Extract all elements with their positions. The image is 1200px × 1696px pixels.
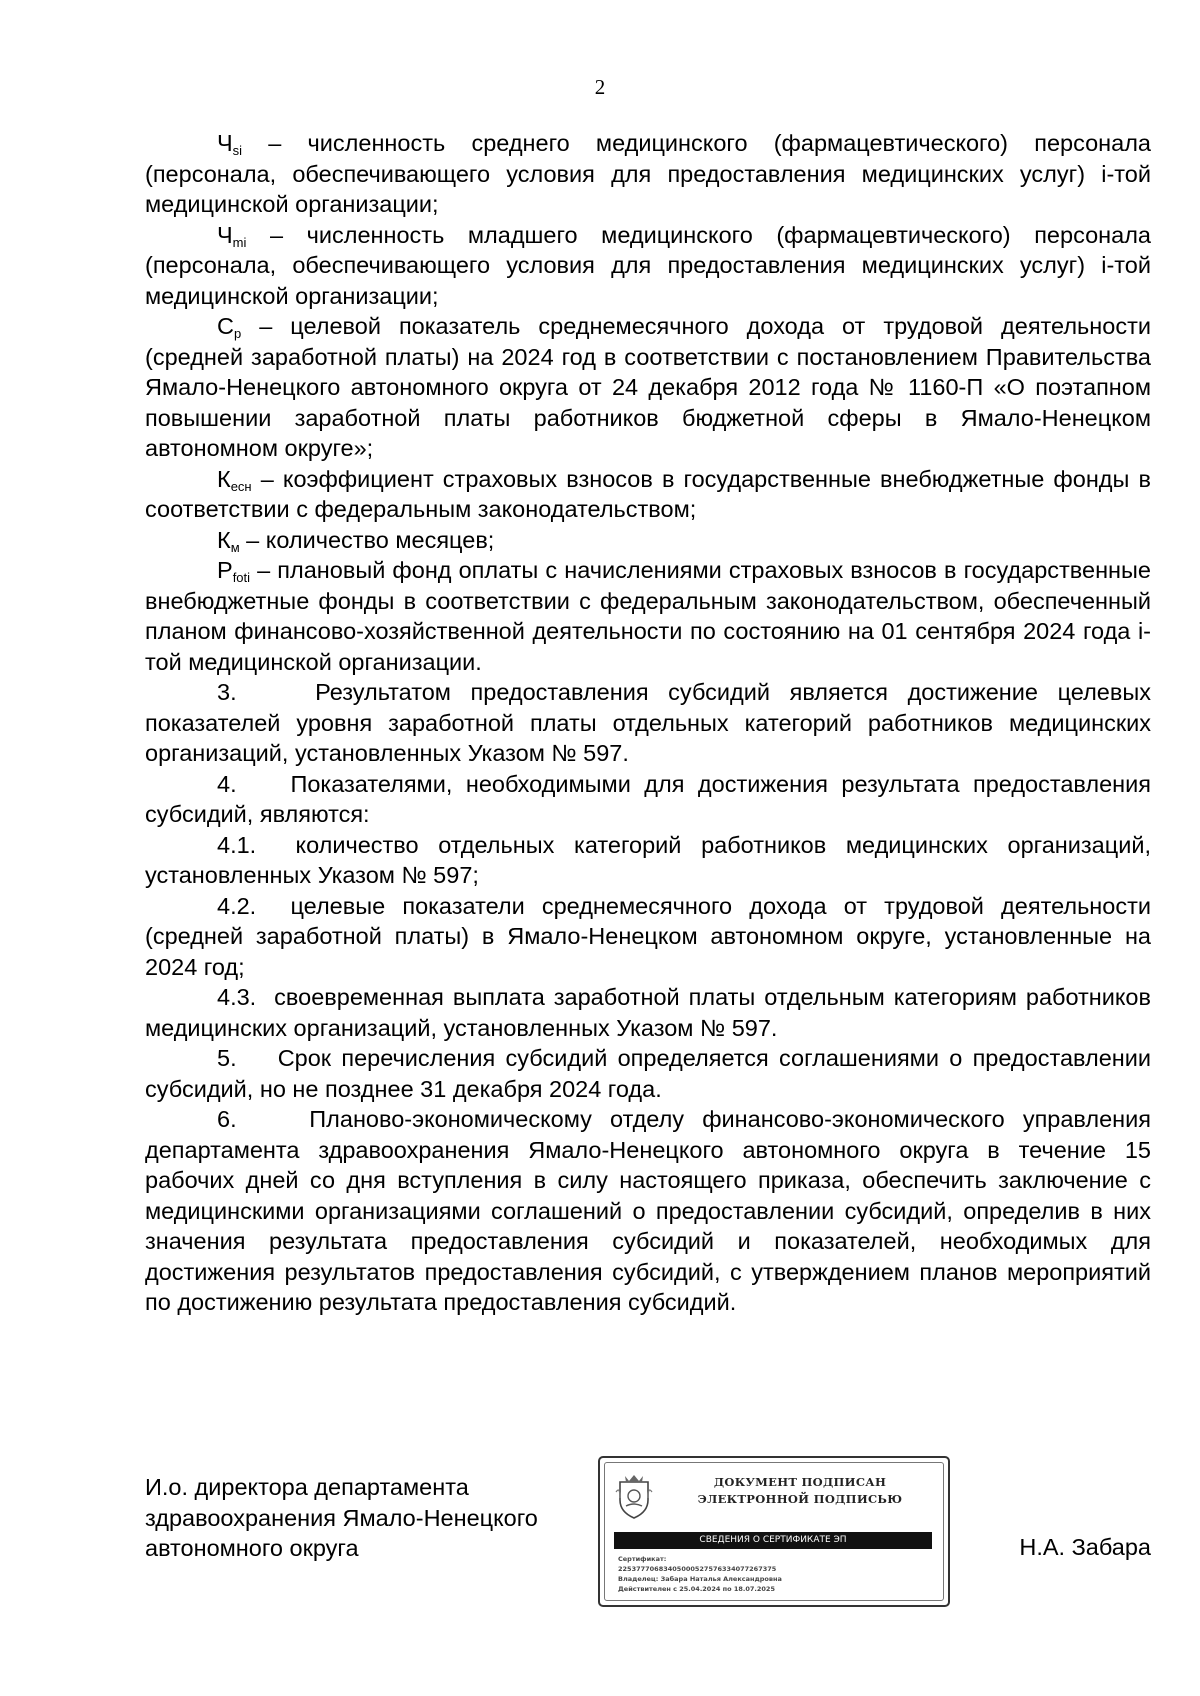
paragraph bbox=[145, 220, 1151, 312]
paragraph bbox=[145, 1104, 1151, 1318]
paragraph-text: 5. Срок перечисления субсидий определяется соглашениями о предоставлении субсидий, но не позднее 31 декабря 2024 года. bbox=[145, 1045, 1151, 1102]
paragraph-text: – коэффициент страховых взносов в государственные внебюджетные фонды в соответствии с федеральным законодательством; bbox=[145, 465, 1151, 522]
stamp-title-line: ДОКУМЕНТ ПОДПИСАН bbox=[713, 1475, 887, 1489]
signatory-position-line: И.о. директора департамента bbox=[145, 1474, 469, 1500]
paragraph bbox=[145, 525, 1151, 556]
paragraph-text: 4.1. количество отдельных категорий работников медицинских организаций, установленных Указом № 597; bbox=[145, 831, 1151, 888]
page-number: 2 bbox=[594, 75, 606, 99]
paragraph bbox=[145, 128, 1151, 220]
paragraph bbox=[145, 982, 1151, 1043]
document-body bbox=[145, 128, 1151, 1318]
stamp-cert-number: 22537770683405000527576334077267375 bbox=[618, 1565, 777, 1573]
signatory-name: Н.А. Забара bbox=[1019, 1534, 1151, 1560]
paragraph bbox=[145, 1043, 1151, 1104]
paragraph-text: Ч bbox=[217, 221, 233, 248]
signatory-position bbox=[145, 1472, 615, 1564]
subscript: mi bbox=[232, 234, 247, 250]
paragraph bbox=[145, 677, 1151, 769]
paragraph-text: 3. Результатом предоставления субсидий является достижение целевых показателей уровня заработной платы отдельных категорий работников медицинских организаций, установленных Указом № 597. bbox=[145, 679, 1151, 766]
signatory-position-line: здравоохранения Ямало-Ненецкого bbox=[145, 1504, 538, 1531]
stamp-title-line: ЭЛЕКТРОННОЙ ПОДПИСЬЮ bbox=[697, 1492, 903, 1506]
paragraph bbox=[145, 555, 1151, 677]
paragraph-text: Ч bbox=[217, 130, 233, 156]
stamp-cert-label: Сертификат: bbox=[618, 1555, 667, 1563]
subscript: si bbox=[232, 143, 243, 158]
paragraph-text: С bbox=[217, 313, 234, 339]
paragraph bbox=[145, 891, 1151, 983]
paragraph-text: – целевой показатель среднемесячного дохода от трудовой деятельности (средней заработной платы) на 2024 год в соответствии с постановлением Правительства Ямало-Ненецкого автономного округа от 24 декабря 2012 года № 1160-П «О поэтапном повышении заработной платы работников бюджетной сферы в Ямало-Ненецком автономном округе»; bbox=[145, 313, 1151, 461]
paragraph-text: – плановый фонд оплаты с начислениями страховых взносов в государственные внебюджетные фонды в соответствии с федеральным законодательством, обеспеченный планом финансово-хозяйственной деятельности по состоянию на 01 сентября 2024 года i-той медицинской организации. bbox=[145, 557, 1151, 675]
paragraph-text: К bbox=[217, 465, 231, 492]
paragraph-text: 6. Планово-экономическому отделу финансово-экономического управления департамента здравоохранения Ямало-Ненецкого автономного округа в течение 15 рабочих дней со дня вступления в силу настоящего приказа, обеспечить заключение с медицинскими организациями соглашений о предоставлении субсидий, определив в них значения результата предоставления субсидий и показателей, необходимых для достижения результатов предоставления субсидий, с утверждением планов мероприятий по достижению результата предоставления субсидий. bbox=[145, 1106, 1151, 1315]
stamp-validity: Действителен с 25.04.2024 по 18.07.2025 bbox=[618, 1585, 775, 1593]
electronic-signature-stamp bbox=[598, 1456, 950, 1607]
paragraph bbox=[145, 464, 1151, 525]
paragraph-text: – численность младшего медицинского (фармацевтического) персонала (персонала, обеспечивающего условия для предоставления медицинских услуг) i-той медицинской организации; bbox=[145, 221, 1151, 309]
paragraph-text: 4.3. своевременная выплата заработной платы отдельным категориям работников медицинских организаций, установленных Указом № 597. bbox=[145, 984, 1151, 1041]
paragraph-text: – количество месяцев; bbox=[239, 526, 495, 553]
coat-of-arms-icon bbox=[614, 1472, 654, 1520]
signatory-position-line: автономного округа bbox=[145, 1535, 359, 1561]
subscript: foti bbox=[232, 570, 251, 585]
paragraph bbox=[145, 311, 1151, 464]
paragraph-text: – численность среднего медицинского (фармацевтического) персонала (персонала, обеспечивающего условия для предоставления медицинских услуг) i-той медицинской организации; bbox=[145, 130, 1151, 217]
paragraph-text: 4.2. целевые показатели среднемесячного дохода от трудовой деятельности (средней заработной платы) в Ямало-Ненецком автономном округе, установленные на 2024 год; bbox=[145, 892, 1151, 980]
stamp-owner: Владелец: Забара Наталья Александровна bbox=[618, 1575, 782, 1583]
paragraph-text: К bbox=[217, 526, 231, 553]
paragraph-text: Р bbox=[217, 557, 233, 583]
subscript: р bbox=[233, 326, 242, 341]
stamp-bar: СВЕДЕНИЯ О СЕРТИФИКАТЕ ЭП bbox=[614, 1532, 932, 1549]
stamp-title bbox=[670, 1474, 930, 1508]
paragraph bbox=[145, 769, 1151, 830]
subscript: м bbox=[230, 539, 240, 555]
subscript: есн bbox=[230, 478, 252, 494]
paragraph bbox=[145, 830, 1151, 891]
paragraph-text: 4. Показателями, необходимыми для достижения результата предоставления субсидий, являются: bbox=[145, 770, 1151, 827]
